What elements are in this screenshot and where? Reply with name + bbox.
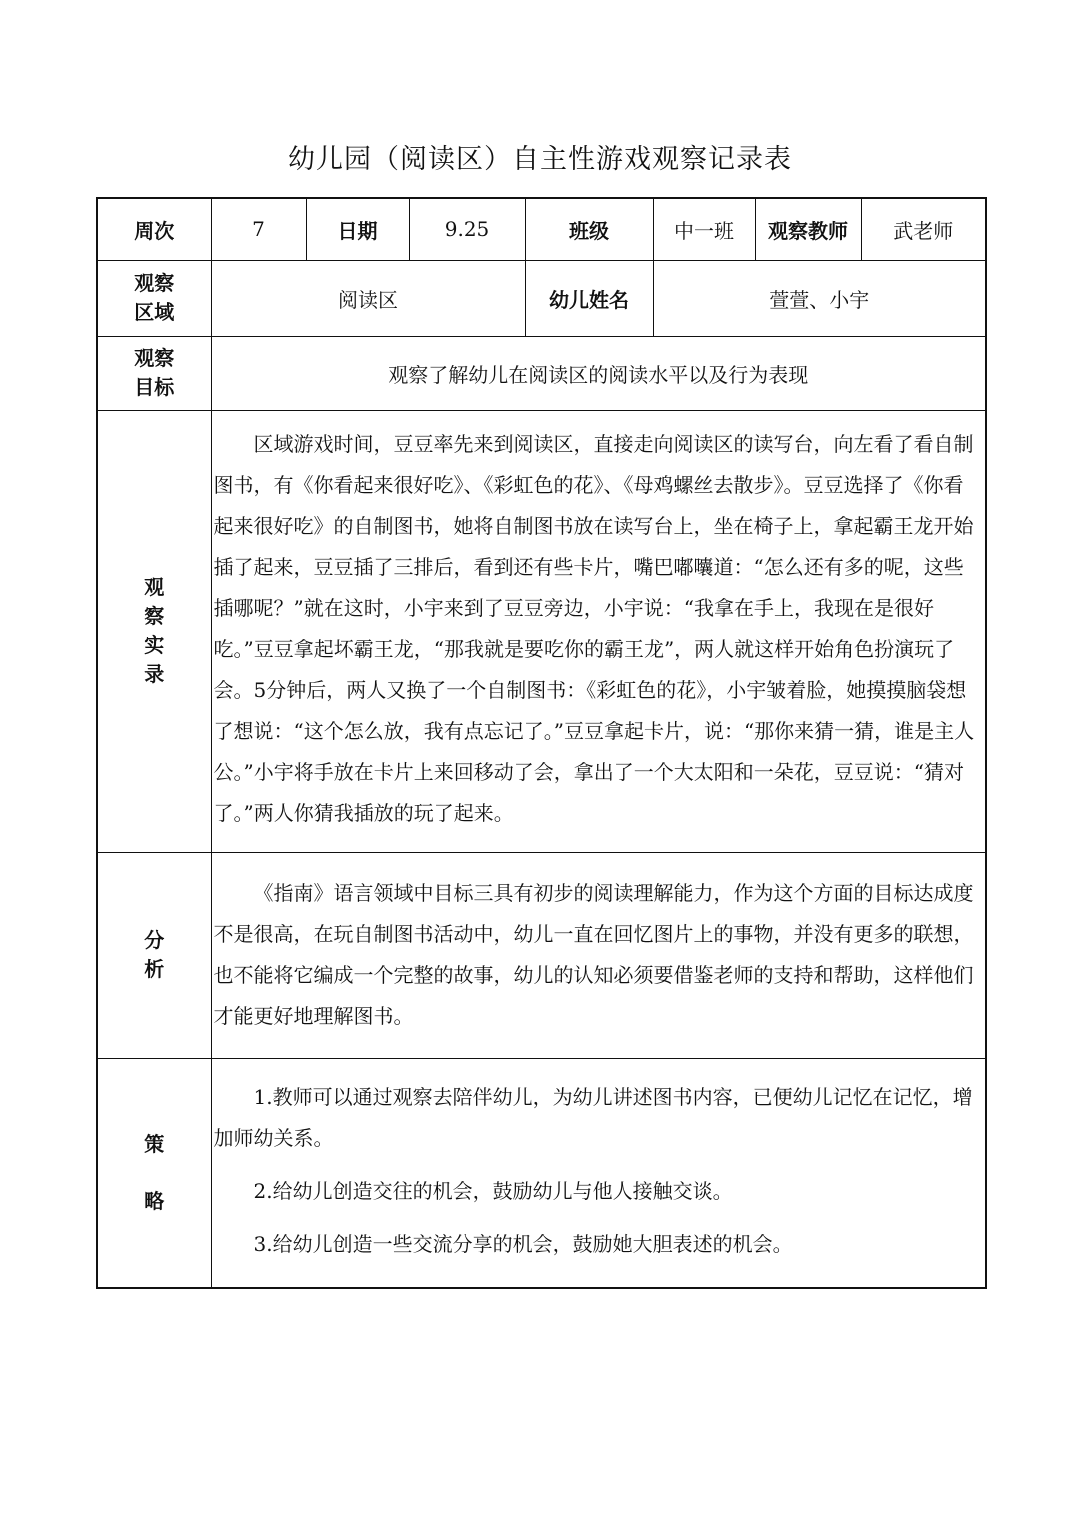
area-value: 阅读区	[211, 260, 525, 336]
analysis-label-char-1: 分	[144, 928, 165, 952]
area-label-line1: 观察	[134, 271, 175, 295]
record-row	[97, 410, 986, 852]
goal-value: 观察了解幼儿在阅读区的阅读水平以及行为表现	[211, 336, 986, 410]
analysis-text: 《指南》语言领域中目标三具有初步的阅读理解能力，作为这个方面的目标达成度不是很高，在玩自制图书活动中，幼儿一直在回忆图片上的事物，并没有更多的联想，也不能将它编成一个完整的故事，幼儿的认知必须要借鉴老师的支持和帮助，这样他们才能更好地理解图书。	[213, 881, 974, 1028]
observation-record-table	[96, 197, 987, 1289]
analysis-cell	[211, 852, 986, 1058]
strategy-row	[97, 1058, 986, 1288]
goal-label-line1: 观察	[134, 346, 175, 370]
week-value: 7	[211, 198, 306, 260]
strategy-item: 1.教师可以通过观察去陪伴幼儿，为幼儿讲述图书内容，已便幼儿记忆在记忆，增加师幼关系。	[213, 1084, 973, 1150]
child-name-value: 萱萱、小宇	[653, 260, 986, 336]
teacher-value: 武老师	[861, 198, 986, 260]
header-info-row	[97, 198, 986, 260]
strategy-label-char-1: 策	[144, 1131, 165, 1156]
strategy-label-char-2: 略	[144, 1188, 165, 1213]
record-label-char-3: 实	[144, 633, 165, 657]
document-title: 幼儿园（阅读区）自主性游戏观察记录表	[288, 144, 792, 175]
analysis-row	[97, 852, 986, 1058]
date-label: 日期	[306, 198, 409, 260]
analysis-label	[97, 852, 211, 1058]
teacher-label: 观察教师	[755, 198, 861, 260]
area-label-line2: 区域	[134, 300, 175, 324]
record-text: 区域游戏时间，豆豆率先来到阅读区，直接走向阅读区的读写台，向左看了看自制图书，有《你看起来很好吃》、《彩虹色的花》、《母鸡螺丝去散步》。豆豆选择了《你看起来很好吃》的自制图书，她将自制图书放在读写台上，坐在椅子上，拿起霸王龙开始插了起来，豆豆插了三排后，看到还有些卡片，嘴巴嘟囔道：“怎么还有多的呢，这些插哪呢？”就在这时，小宇来到了豆豆旁边，小宇说：“我拿在手上，我现在是很好吃。”豆豆拿起坏霸王龙，“那我就是要吃你的霸王龙”，两人就这样开始角色扮演玩了会。5分钟后，两人又换了一个自制图书：《彩虹色的花》，小宇皱着脸，她摸摸脑袋想了想说：“这个怎么放，我有点忘记了。”豆豆拿起卡片，说：“那你来猜一猜，谁是主人公。”小宇将手放在卡片上来回移动了会，拿出了一个大太阳和一朵花，豆豆说：“猜对了。”两人你猜我插放的玩了起来。	[213, 432, 975, 825]
record-label-char-2: 察	[144, 604, 165, 628]
class-value: 中一班	[653, 198, 755, 260]
goal-row	[97, 336, 986, 410]
record-label	[97, 410, 211, 852]
strategy-label	[97, 1058, 211, 1288]
strategy-cell	[211, 1058, 986, 1288]
area-label	[97, 260, 211, 336]
strategy-item: 2.给幼儿创造交往的机会，鼓励幼儿与他人接触交谈。	[253, 1178, 733, 1203]
week-label: 周次	[97, 198, 211, 260]
child-name-label: 幼儿姓名	[525, 260, 653, 336]
record-label-char-4: 录	[144, 662, 165, 686]
record-cell	[211, 410, 986, 852]
analysis-label-char-2: 析	[144, 957, 165, 981]
date-value: 9.25	[409, 198, 525, 260]
class-label: 班级	[525, 198, 653, 260]
strategy-item: 3.给幼儿创造一些交流分享的机会，鼓励她大胆表述的机会。	[253, 1231, 793, 1256]
goal-label-line2: 目标	[134, 375, 175, 399]
record-label-char-1: 观	[144, 575, 165, 599]
goal-label	[97, 336, 211, 410]
area-row	[97, 260, 986, 336]
